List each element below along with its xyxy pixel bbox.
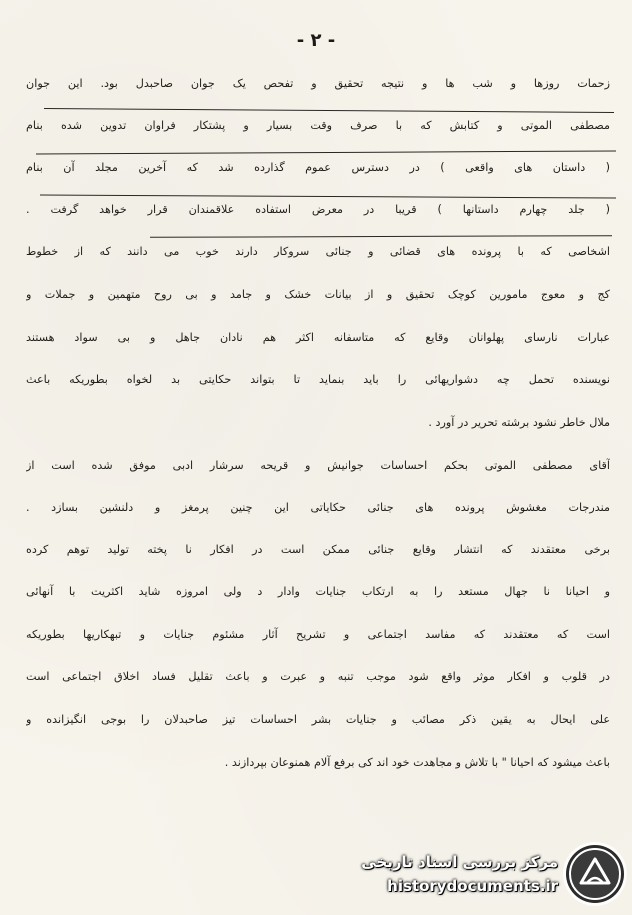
text-line-13: و احیانا نا جهال مستعد را به ارتکاب جنایات وادار د ولی امروزه شاید اکثریت با آنهائی [26,585,610,598]
text-line-5: اشخاصی که با پرونده های قضائی و جنائی سروکار دارند خوب می دانند که از خطوط [26,245,610,258]
text-line-10: آقای مصطفی الموتی بحکم احساسات جوانیش و قریحه سرشار ادبی موفق شده است از [26,459,610,472]
text-line-4: ( جلد چهارم داستانها ) قریبا در معرض استفاده علاقمندان قرار خواهد گرفت . [26,203,610,216]
logo-badge-icon [566,845,624,903]
text-line-8: نویسنده تحمل چه دشواریهائی را باید بنماید تا بتواند حکایتی بد لخواه بطوریکه باعث [26,373,610,386]
text-line-12: برخی معتقدند که انتشار وقایع جنائی ممکن است در افکار نا پخته تولید توهم کرده [26,543,610,556]
text-line-16: علی ایحال به یقین ذکر مصائب و جنایات بشر احساسات تیز صاحبدلان را بوجی انگیزانده و [26,713,610,726]
logo-title: مرکز بررسی اسناد تاریخی [361,853,558,871]
document-body [26,76,610,771]
text-line-17: باعث میشود که احیانا " با تلاش و مجاهدت خود اند کی برفع آلام همنوعان بپردازند . [224,756,610,769]
page-number: - ۲ - [296,30,336,51]
text-line-3: ( داستان های واقعی ) در دسترس عموم گذارده شد که آخرین مجلد آن بنام [26,161,610,174]
text-line-14: است که معتقدند که مفاسد اجتماعی و تشریح آثار مشئوم جنایات و تبهکاریها بطوریکه [26,628,610,641]
text-line-15: در قلوب و افکار موثر واقع شود موجب تنبه و عبرت و باعث تقلیل فساد اخلاق اجتماعی است [26,670,610,683]
text-line-2: مصطفی الموتی و کتابش که با صرف وقت بسیار و پشتکار فراوان تدوین شده بنام [26,119,610,132]
logo-url: historydocuments.ir [387,877,558,895]
text-line-1: زحمات روزها و شب ها و نتیجه تحقیق و تفحص یک جوان صاحبدل بود. این جوان [26,77,610,90]
text-line-7: عبارات نارسای پهلوانان وقایع که متاسفانه اکثر هم نادان جاهل و بی سواد هستند [26,331,610,344]
site-logo [361,841,624,907]
text-line-9: ملال خاطر نشود برشته تحریر در آورد . [428,416,610,429]
text-line-6: کج و معوج مامورین کوچک تحقیق و از بیانات خشک و جامد و بی روح متهمین و جملات و [26,288,610,301]
text-line-11: مندرجات مغشوش پرونده های جنائی حکایاتی این چنین پرمغز و دلنشین بسازد . [26,501,610,514]
